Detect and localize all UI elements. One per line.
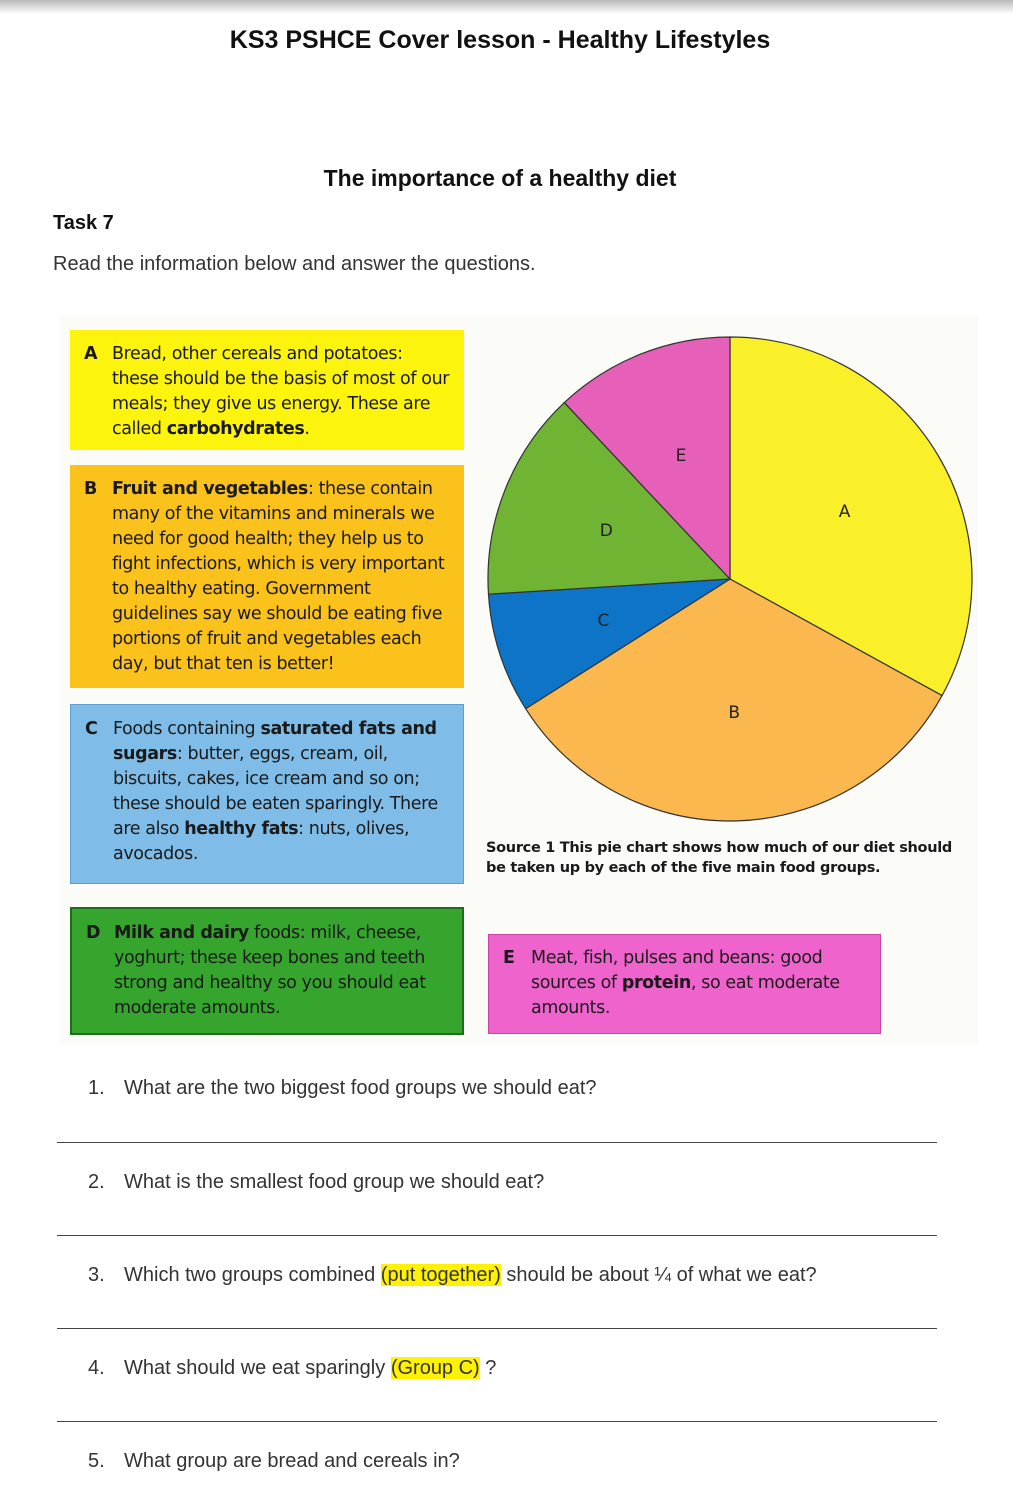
- box-letter: D: [86, 923, 101, 943]
- box-text: : these contain many of the vitamins and minerals we need for good health; they help us to fight infections, which is very important to healthy eating. Government guidelines say we should be eating five portions of fruit and vegetables each day, but that ten is better!: [112, 479, 445, 674]
- window-top-shadow: [0, 0, 1013, 14]
- question-text: Which two groups combined: [124, 1264, 381, 1286]
- box-bold-term: saturated fats and sugars: [113, 719, 437, 764]
- question-text-end: ?: [479, 1357, 497, 1379]
- question-text: What are the two biggest food groups we should eat?: [124, 1077, 597, 1099]
- question-number: 3.: [88, 1264, 105, 1286]
- chart-caption: [486, 838, 976, 878]
- question-number: 2.: [88, 1171, 105, 1193]
- food-group-box-a: [70, 330, 464, 450]
- question-text: What group are bread and cereals in?: [124, 1450, 460, 1472]
- pie-label-a: A: [838, 502, 851, 523]
- box-text: Meat, fish, pulses and beans: good sources of: [531, 948, 823, 993]
- box-text-pre: Foods containing: [113, 719, 261, 739]
- task-heading: Task 7: [53, 212, 114, 234]
- pie-label-c: C: [597, 611, 610, 632]
- box-letter: B: [84, 479, 97, 499]
- question-text: What is the smallest food group we should eat?: [124, 1171, 545, 1193]
- section-title: The importance of a healthy diet: [323, 165, 677, 191]
- box-text: foods: milk, cheese, yoghurt; these keep bones and teeth strong and healthy so you should eat moderate amounts.: [114, 923, 426, 1018]
- answer-line-4[interactable]: [57, 1421, 937, 1422]
- document-title: KS3 PSHCE Cover lesson - Healthy Lifestyles: [229, 26, 771, 54]
- caption-source: Source 1: [486, 840, 556, 856]
- question-text: What should we eat sparingly: [124, 1357, 391, 1379]
- question-3: [88, 1264, 817, 1287]
- box-bold-term: carbohydrates: [166, 419, 305, 439]
- caption-text: This pie chart shows how much of our diet should be taken up by each of the five main food groups.: [486, 840, 952, 876]
- highlighted-text: (Group C): [390, 1357, 480, 1379]
- question-4: [88, 1357, 496, 1380]
- box-letter: C: [85, 719, 98, 739]
- answer-line-1[interactable]: [57, 1142, 937, 1143]
- highlighted-text: (put together): [380, 1264, 501, 1286]
- question-number: 5.: [88, 1450, 105, 1472]
- food-group-box-d: [70, 907, 464, 1035]
- question-1: [88, 1077, 597, 1100]
- box-text: : butter, eggs, cream, oil, biscuits, cakes, ice cream and so on; these should be eaten sparingly. There are also: [113, 744, 438, 839]
- question-5: [88, 1450, 460, 1473]
- pie-label-b: B: [728, 703, 741, 724]
- question-number: 1.: [88, 1077, 105, 1099]
- box-bold-term: Fruit and vegetables: [112, 479, 308, 499]
- box-text-tail: .: [304, 419, 310, 439]
- question-2: [88, 1171, 544, 1194]
- pie-label-d: D: [599, 521, 613, 542]
- box-bold-term-2: healthy fats: [184, 819, 299, 839]
- question-number: 4.: [88, 1357, 105, 1379]
- box-bold-term: protein: [621, 973, 691, 993]
- question-text-end: should be about ¼ of what we eat?: [500, 1264, 817, 1286]
- food-group-box-c: [70, 704, 464, 884]
- food-group-box-b: [70, 465, 464, 688]
- food-group-box-e: [488, 934, 881, 1034]
- box-text: Bread, other cereals and potatoes: these should be the basis of most of our meals; they give us energy. These are called: [112, 344, 450, 439]
- box-letter: E: [503, 948, 515, 968]
- box-letter: A: [84, 344, 98, 364]
- pie-label-e: E: [675, 446, 687, 467]
- instruction-text: Read the information below and answer the questions.: [53, 253, 536, 275]
- box-text-tail: , so eat moderate amounts.: [531, 973, 840, 1018]
- box-text-tail: : nuts, olives, avocados.: [113, 819, 410, 864]
- answer-line-3[interactable]: [57, 1328, 937, 1329]
- answer-line-2[interactable]: [57, 1235, 937, 1236]
- food-groups-pie-chart: [482, 333, 976, 833]
- box-bold-term: Milk and dairy: [114, 923, 249, 943]
